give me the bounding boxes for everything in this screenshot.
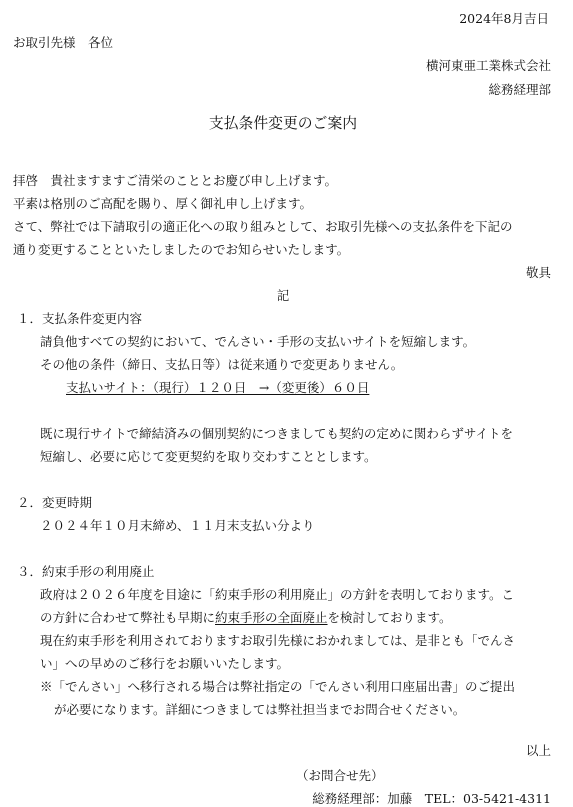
section-3-paragraph-4: い」への早めのご移行をお願いいたします。 bbox=[40, 656, 290, 671]
payment-site-change: 支払いサイト：（現行）１２０日 →（変更後）６０日 bbox=[66, 380, 370, 395]
section-3-paragraph-2 bbox=[40, 612, 452, 625]
sender-department: 総務経理部 bbox=[488, 82, 551, 97]
section-1-heading: １．支払条件変更内容 bbox=[17, 311, 143, 326]
section-1-paragraph-2: その他の条件（締日、支払日等）は従来通りで変更ありません。 bbox=[40, 357, 404, 372]
section-3-paragraph-2-pre: の方針に合わせて弊社も早期に bbox=[40, 610, 216, 625]
intro-line-2: 平素は格別のご高配を賜り、厚く御礼申し上げます。 bbox=[13, 196, 313, 211]
intro-line-4: 通り変更することといたしましたのでお知らせいたします。 bbox=[13, 242, 350, 257]
section-3-paragraph-1: 政府は２０２６年度を目途に「約束手形の利用廃止」の方針を表明しております。こ bbox=[40, 587, 515, 602]
recipient-line: お取引先様 各位 bbox=[13, 35, 114, 50]
section-3-note-1: ※「でんさい」へ移行される場合は弊社指定の「でんさい利用口座届出書」のご提出 bbox=[40, 679, 516, 694]
contact-line: 総務経理部：加藤 TEL：03-5421-4311 bbox=[312, 791, 551, 806]
intro-line-3: さて、弊社では下請取引の適正化への取り組みとして、お取引先様への支払条件を下記の bbox=[13, 219, 513, 234]
document-date: 2024年8月吉日 bbox=[459, 11, 549, 26]
section-3-paragraph-3: 現在約束手形を利用されておりますお取引先様におかれましては、是非とも「でんさ bbox=[40, 633, 516, 648]
closing-ijo: 以上 bbox=[525, 743, 551, 758]
section-1-paragraph-4: 短縮し、必要に応じて変更契約を取り交わすこととします。 bbox=[40, 449, 377, 464]
section-1-paragraph-1: 請負他すべての契約において、でんさい・手形の支払いサイトを短縮します。 bbox=[40, 334, 476, 349]
document-title: 支払条件変更のご案内 bbox=[208, 114, 358, 132]
closing-keigu: 敬具 bbox=[525, 265, 551, 280]
section-1-paragraph-3: 既に現行サイトで締結済みの個別契約につきましても契約の定めに関わらずサイトを bbox=[40, 426, 514, 441]
intro-line-1: 拝啓 貴社ますますご清栄のこととお慶び申し上げます。 bbox=[13, 173, 338, 188]
section-2-heading: ２．変更時期 bbox=[17, 495, 93, 510]
section-3-heading: ３．約束手形の利用廃止 bbox=[17, 564, 155, 579]
ki-marker: 記 bbox=[276, 288, 290, 303]
section-3-paragraph-2-post: を検討しております。 bbox=[327, 610, 452, 625]
sender-company: 横河東亜工業株式会社 bbox=[425, 58, 551, 73]
full-abolition-emphasis: 約束手形の全面廃止 bbox=[215, 610, 328, 625]
section-2-paragraph-1: ２０２４年１０月末締め、１１月末支払い分より bbox=[40, 518, 315, 533]
contact-label: （お問合せ先） bbox=[296, 768, 384, 783]
section-3-note-2: が必要になります。詳細につきましては弊社担当までお問合せください。 bbox=[54, 702, 466, 717]
